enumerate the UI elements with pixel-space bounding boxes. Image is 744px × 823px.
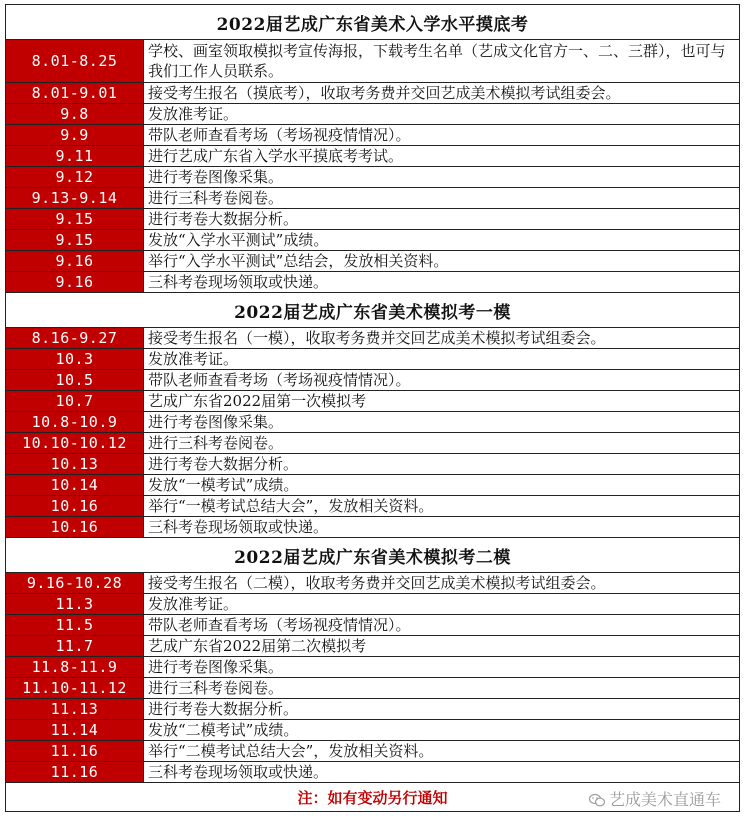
section-title: 2022届艺成广东省美术入学水平摸底考: [6, 5, 740, 40]
row-description: 接受考生报名（一模），收取考务费并交回艺成美术模拟考试组委会。: [144, 328, 740, 349]
row-description: 带队老师查看考场（考场视疫情情况）。: [144, 615, 740, 636]
table-row: [6, 125, 740, 146]
row-description: 接受考生报名（二模），收取考务费并交回艺成美术模拟考试组委会。: [144, 573, 740, 594]
row-description: 进行三科考卷阅卷。: [144, 678, 740, 699]
row-date: 10.10-10.12: [6, 433, 144, 454]
table-row: [6, 636, 740, 657]
table-row: [6, 251, 740, 272]
section-header: [6, 293, 740, 328]
row-date: 10.16: [6, 496, 144, 517]
table-row: [6, 209, 740, 230]
row-date: 8.01-8.25: [6, 40, 144, 83]
table-row: [6, 657, 740, 678]
watermark-text: 艺成美术直通车: [609, 790, 722, 809]
row-description: 进行考卷图像采集。: [144, 412, 740, 433]
row-date: 11.7: [6, 636, 144, 657]
row-description: 进行三科考卷阅卷。: [144, 433, 740, 454]
row-date: 11.16: [6, 762, 144, 783]
row-description: 三科考卷现场领取或快递。: [144, 762, 740, 783]
row-date: 10.14: [6, 475, 144, 496]
row-description: 带队老师查看考场（考场视疫情情况）。: [144, 125, 740, 146]
table-row: [6, 720, 740, 741]
row-date: 9.12: [6, 167, 144, 188]
table-row: [6, 412, 740, 433]
row-date: 9.8: [6, 104, 144, 125]
row-description: 三科考卷现场领取或快递。: [144, 517, 740, 538]
row-date: 11.13: [6, 699, 144, 720]
row-date: 9.16: [6, 272, 144, 293]
row-description: 进行考卷大数据分析。: [144, 699, 740, 720]
row-date: 11.10-11.12: [6, 678, 144, 699]
row-description: 进行考卷图像采集。: [144, 657, 740, 678]
row-date: 9.15: [6, 209, 144, 230]
table-row: [6, 391, 740, 412]
footer-row: [6, 783, 740, 812]
section-title: 2022届艺成广东省美术模拟考一模: [6, 293, 740, 328]
footer-note: 注：如有变动另行通知: [297, 788, 448, 807]
row-description: 进行考卷大数据分析。: [144, 454, 740, 475]
table-row: [6, 699, 740, 720]
row-date: 9.13-9.14: [6, 188, 144, 209]
section-title: 2022届艺成广东省美术模拟考二模: [6, 538, 740, 573]
watermark: [589, 787, 721, 810]
table-row: [6, 517, 740, 538]
table-row: [6, 615, 740, 636]
table-row: [6, 104, 740, 125]
table-row: [6, 573, 740, 594]
table-row: [6, 433, 740, 454]
table-row: [6, 762, 740, 783]
row-date: 9.16-10.28: [6, 573, 144, 594]
section-header: [6, 538, 740, 573]
row-date: 9.16: [6, 251, 144, 272]
table-row: [6, 40, 740, 83]
table-row: [6, 328, 740, 349]
table-row: [6, 188, 740, 209]
table-row: [6, 496, 740, 517]
table-row: [6, 167, 740, 188]
row-description: 艺成广东省2022届第一次模拟考: [144, 391, 740, 412]
row-description: 进行考卷图像采集。: [144, 167, 740, 188]
row-date: 8.16-9.27: [6, 328, 144, 349]
row-description: 发放“二模考试”成绩。: [144, 720, 740, 741]
table-row: [6, 83, 740, 104]
row-description: 进行艺成广东省入学水平摸底考考试。: [144, 146, 740, 167]
row-description: 进行考卷大数据分析。: [144, 209, 740, 230]
row-date: 10.3: [6, 349, 144, 370]
row-date: 10.7: [6, 391, 144, 412]
row-date: 11.5: [6, 615, 144, 636]
row-description: 艺成广东省2022届第二次模拟考: [144, 636, 740, 657]
row-description: 发放准考证。: [144, 104, 740, 125]
row-description: 进行三科考卷阅卷。: [144, 188, 740, 209]
row-date: 9.11: [6, 146, 144, 167]
row-date: 11.16: [6, 741, 144, 762]
table-row: [6, 741, 740, 762]
row-description: 学校、画室领取模拟考宣传海报，下载考生名单（艺成文化官方一、二、三群），也可与我们工作人员联系。: [144, 40, 740, 83]
row-date: 8.01-9.01: [6, 83, 144, 104]
row-date: 10.13: [6, 454, 144, 475]
table-row: [6, 230, 740, 251]
row-date: 11.8-11.9: [6, 657, 144, 678]
row-description: 发放准考证。: [144, 594, 740, 615]
footer-cell: [6, 783, 740, 812]
table-row: [6, 475, 740, 496]
row-description: 发放准考证。: [144, 349, 740, 370]
row-date: 9.9: [6, 125, 144, 146]
section-header: [6, 5, 740, 40]
table-row: [6, 594, 740, 615]
schedule-body: [6, 5, 740, 812]
row-date: 9.15: [6, 230, 144, 251]
row-description: 发放“入学水平测试”成绩。: [144, 230, 740, 251]
table-row: [6, 146, 740, 167]
row-date: 10.5: [6, 370, 144, 391]
row-description: 举行“一模考试总结大会”，发放相关资料。: [144, 496, 740, 517]
table-row: [6, 272, 740, 293]
row-description: 接受考生报名（摸底考），收取考务费并交回艺成美术模拟考试组委会。: [144, 83, 740, 104]
row-description: 举行“入学水平测试”总结会，发放相关资料。: [144, 251, 740, 272]
table-row: [6, 349, 740, 370]
row-description: 三科考卷现场领取或快递。: [144, 272, 740, 293]
wechat-icon: [589, 793, 605, 807]
table-row: [6, 678, 740, 699]
row-date: 10.8-10.9: [6, 412, 144, 433]
row-date: 11.3: [6, 594, 144, 615]
table-row: [6, 454, 740, 475]
row-description: 举行“二模考试总结大会”，发放相关资料。: [144, 741, 740, 762]
table-row: [6, 370, 740, 391]
row-date: 10.16: [6, 517, 144, 538]
schedule-sheet: [5, 4, 739, 812]
schedule-table: [5, 4, 740, 812]
row-description: 发放“一模考试”成绩。: [144, 475, 740, 496]
row-description: 带队老师查看考场（考场视疫情情况）。: [144, 370, 740, 391]
row-date: 11.14: [6, 720, 144, 741]
